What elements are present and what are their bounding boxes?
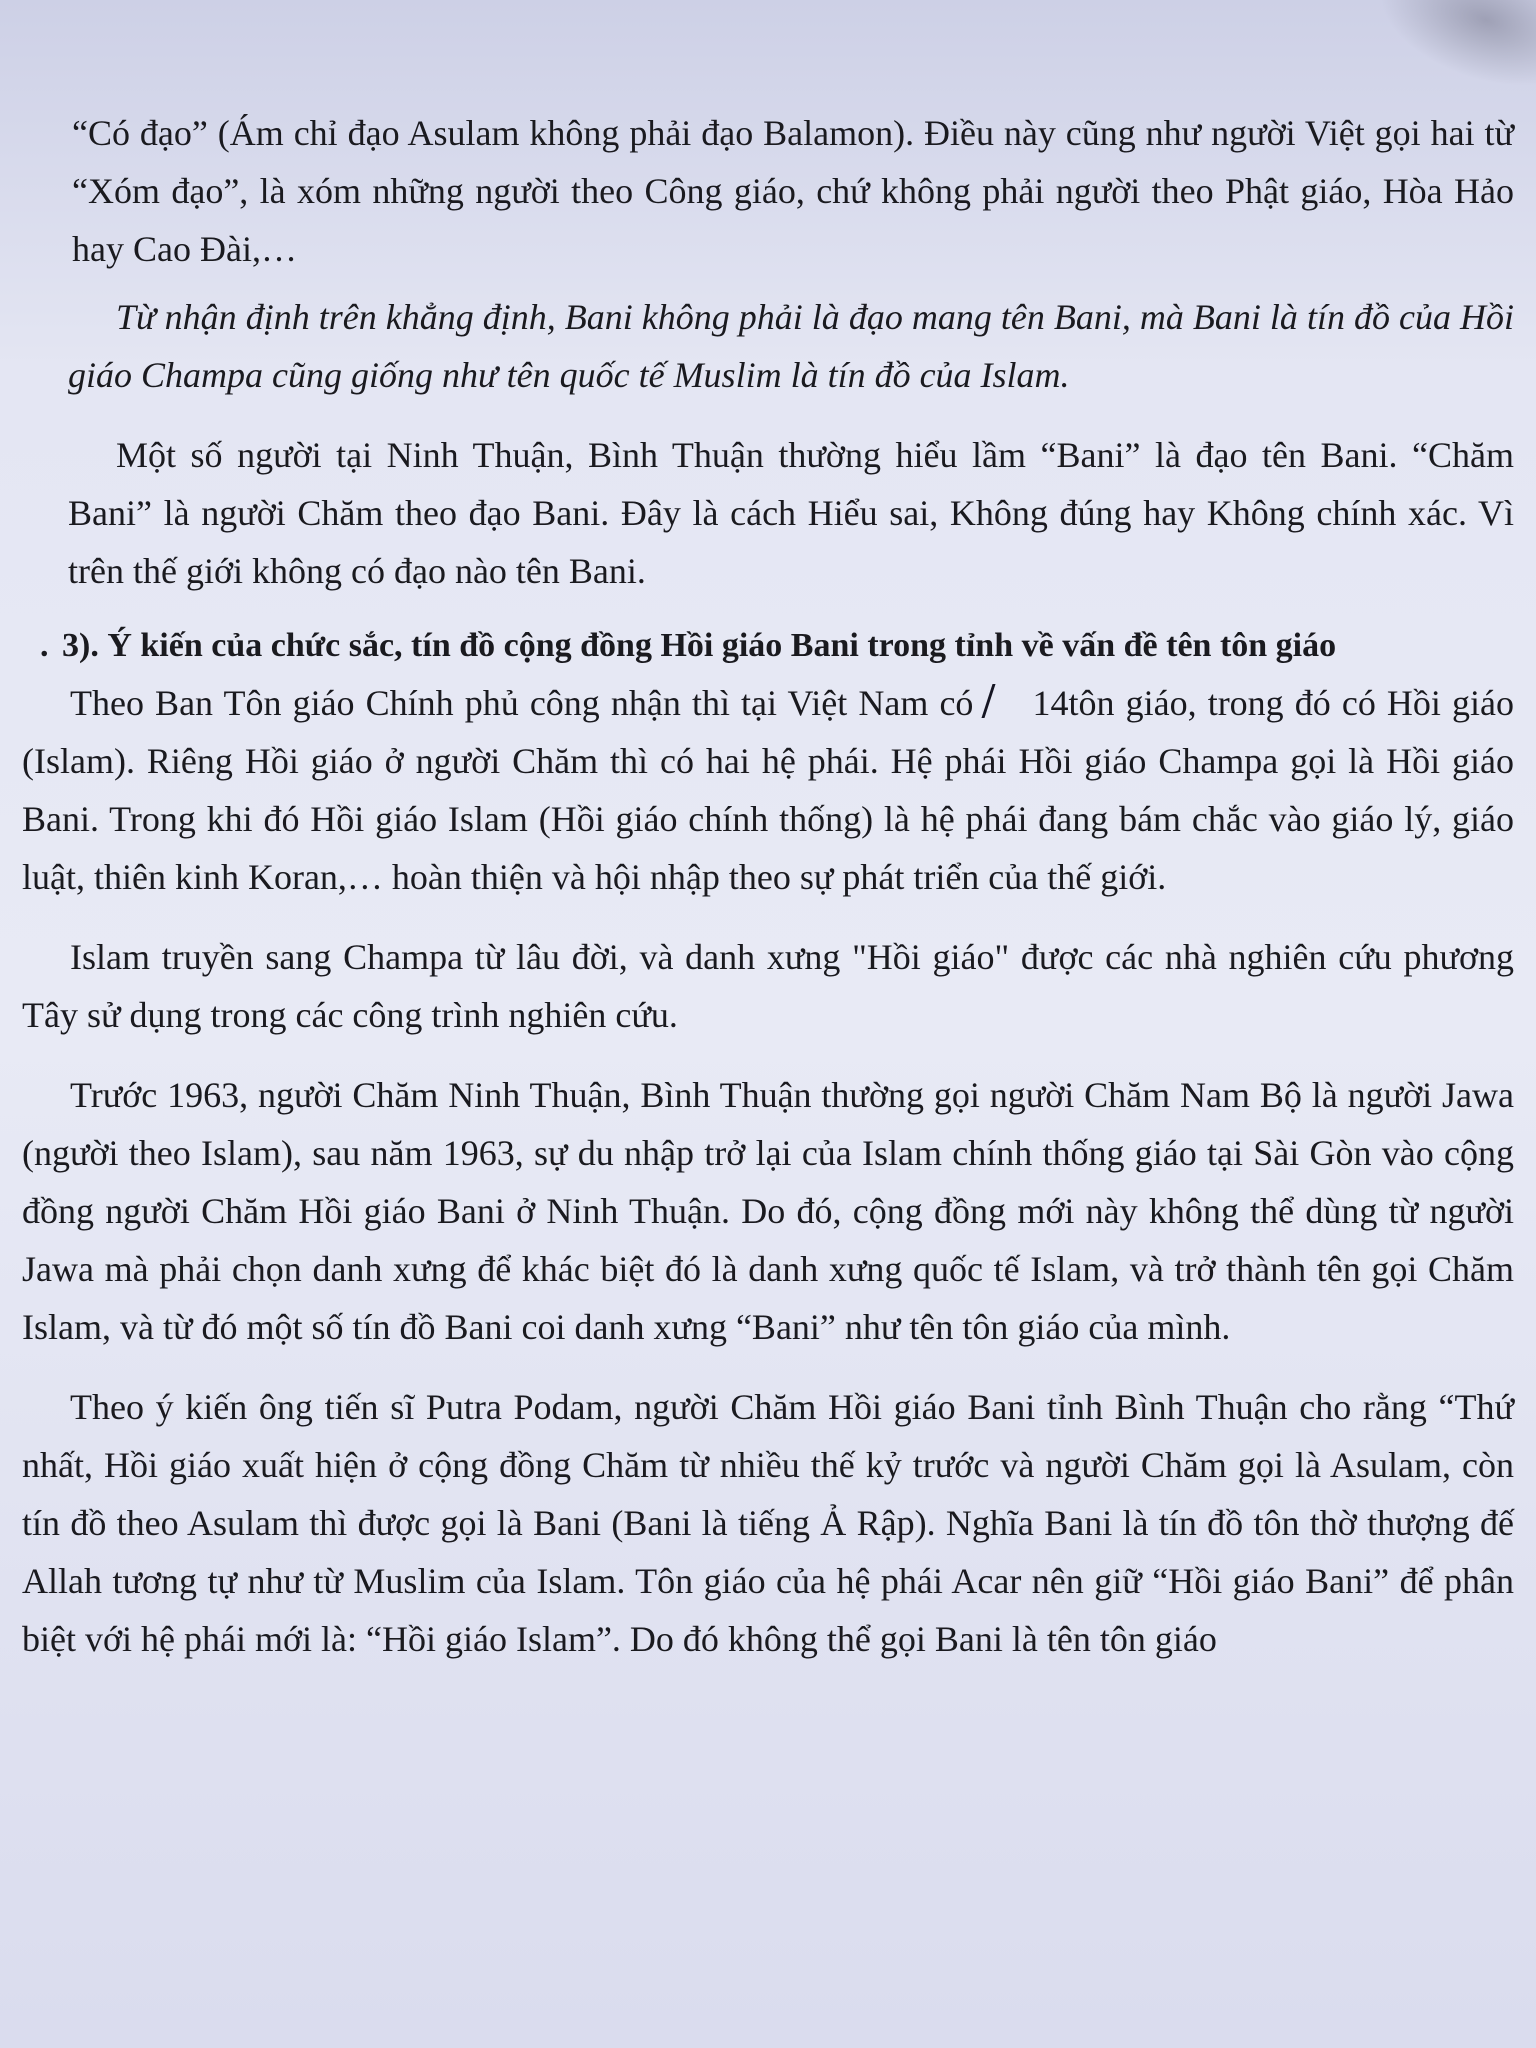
- paragraph-7: Theo ý kiến ông tiến sĩ Putra Podam, người Chăm Hồi giáo Bani tỉnh Bình Thuận cho rằng “Thứ nhất, Hồi giáo xuất hiện ở cộng đồng Chăm từ nhiều thế kỷ trước và người Chăm gọi là Asulam, còn tín đồ theo Asulam thì được gọi là Bani (Bani là tiếng Ả Rập). Nghĩa Bani là tín đồ tôn thờ thượng đế Allah tương tự như từ Muslim của Islam. Tôn giáo của hệ phái Acar nên giữ “Hồi giáo Bani” để phân biệt với hệ phái mới là: “Hồi giáo Islam”. Do đó không thể gọi Bani là tên tôn giáo: [22, 1387, 1514, 1659]
- paragraph-4-text-after: tôn giáo, trong đó có Hồi giáo (Islam). Riêng Hồi giáo ở người Chăm thì có hai hệ phái. Hệ phái Hồi giáo Champa gọi là Hồi giáo Bani. Trong khi đó Hồi giáo Islam (Hồi giáo chính thống) là hệ phái đang bám chắc vào giáo lý, giáo luật, thiên kinh Koran,… hoàn thiện và hội nhập theo sự phát triển của thế giới.: [22, 683, 1514, 897]
- section-heading: [22, 618, 1514, 674]
- handwritten-number-mark: 14: [985, 674, 1069, 732]
- paragraph-gap: [22, 1356, 1514, 1378]
- paragraph-2-italic: Từ nhận định trên khẳng định, Bani không phải là đạo mang tên Bani, mà Bani là tín đồ của Hồi giáo Champa cũng giống như tên quốc tế Muslim là tín đồ của Islam.: [68, 297, 1514, 395]
- paragraph-gap: [22, 404, 1514, 426]
- paragraph-gap: [22, 906, 1514, 928]
- section-heading-text: 3). Ý kiến của chức sắc, tín đồ cộng đồng Hồi giáo Bani trong tỉnh về vấn đề tên tôn giáo: [62, 627, 1337, 664]
- paragraph-5: Islam truyền sang Champa từ lâu đời, và danh xưng "Hồi giáo" được các nhà nghiên cứu phương Tây sử dụng trong các công trình nghiên cứu.: [22, 937, 1514, 1035]
- paragraph-gap: [22, 1044, 1514, 1066]
- paragraph-1: “Có đạo” (Ám chỉ đạo Asulam không phải đạo Balamon). Điều này cũng như người Việt gọi hai từ “Xóm đạo”, là xóm những người theo Công giáo, chứ không phải người theo Phật giáo, Hòa Hảo hay Cao Đài,…: [72, 113, 1514, 269]
- paragraph-4-text-before: Theo Ban Tôn giáo Chính phủ công nhận thì tại Việt Nam có: [70, 683, 985, 723]
- paragraph-3: Một số người tại Ninh Thuận, Bình Thuận thường hiểu lầm “Bani” là đạo tên Bani. “Chăm Bani” là người Chăm theo đạo Bani. Đây là cách Hiểu sai, Không đúng hay Không chính xác. Vì trên thế giới không có đạo nào tên Bani.: [68, 435, 1514, 591]
- paragraph-4: [22, 674, 1514, 906]
- paragraph-6: Trước 1963, người Chăm Ninh Thuận, Bình Thuận thường gọi người Chăm Nam Bộ là người Jawa (người theo Islam), sau năm 1963, sự du nhập trở lại của Islam chính thống giáo tại Sài Gòn vào cộng đồng người Chăm Hồi giáo Bani ở Ninh Thuận. Do đó, cộng đồng mới này không thể dùng từ người Jawa mà phải chọn danh xưng để khác biệt đó là danh xưng quốc tế Islam, và trở thành tên gọi Chăm Islam, và từ đó một số tín đồ Bani coi danh xưng “Bani” như tên tôn giáo của mình.: [22, 1075, 1514, 1347]
- heading-bullet-dot: .: [40, 627, 49, 664]
- document-body: [22, 104, 1514, 1668]
- page-corner-shadow: [1363, 0, 1536, 111]
